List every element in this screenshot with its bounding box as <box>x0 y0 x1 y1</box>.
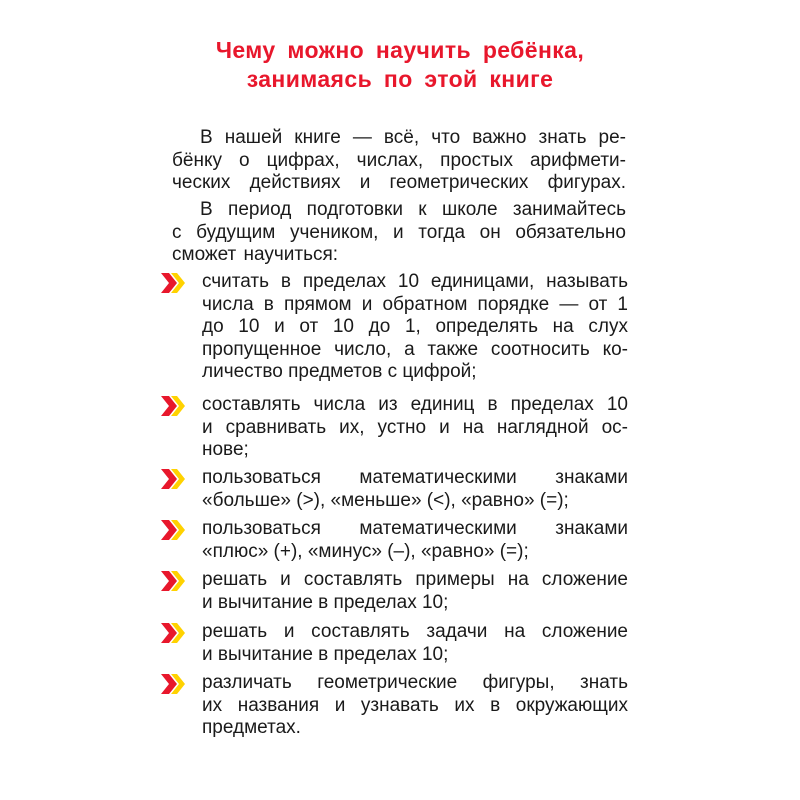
skill-line: различать геометрические фигуры, знать <box>202 672 628 693</box>
skill-line: решать и составлять примеры на сложение <box>202 569 628 590</box>
double-chevron-right-icon <box>160 396 188 416</box>
intro-p1-line: бёнку о цифрах, числах, простых арифмети- <box>172 149 626 171</box>
skill-line: и вычитание в пределах 10; <box>202 643 449 665</box>
skill-line: до 10 и от 10 до 1, определять на слух <box>202 316 628 337</box>
skill-line: пропущенное число, а также соотносить ко- <box>202 338 628 360</box>
intro-p2-line: В период подготовки к школе занимайтесь <box>200 199 626 220</box>
skill-line: составлять числа из единиц в пределах 10 <box>202 394 628 415</box>
double-chevron-right-icon <box>160 469 188 489</box>
skill-line: нове; <box>202 439 249 460</box>
intro-p1-line: ческих действиях и геометрических фигурах. <box>172 172 626 193</box>
skill-line: личество предметов с цифрой; <box>202 361 477 382</box>
intro-p2-line: сможет научиться: <box>172 244 339 265</box>
skill-line: «больше» (>), «меньше» (<), «равно» (=); <box>202 489 569 511</box>
double-chevron-right-icon <box>160 623 188 643</box>
skill-line: и сравнивать их, устно и на наглядной ос- <box>202 416 628 438</box>
double-chevron-right-icon <box>160 674 188 694</box>
skill-line: «плюс» (+), «минус» (–), «равно» (=); <box>202 540 529 562</box>
double-chevron-right-icon <box>160 520 188 540</box>
intro-p1-line: В нашей книге — всё, что важно знать ре- <box>200 127 626 148</box>
skill-line: пользоваться математическими знаками <box>202 518 628 539</box>
intro-paragraph-2 <box>172 199 626 267</box>
skill-line: пользоваться математическими знаками <box>202 467 628 488</box>
skill-line: их названия и узнавать их в окружающих <box>202 694 628 716</box>
double-chevron-right-icon <box>160 571 188 591</box>
skill-line: числа в прямом и обратном порядке — от 1 <box>202 293 628 315</box>
intro-paragraph-1 <box>172 127 626 195</box>
skill-line: предметах. <box>202 717 301 738</box>
skill-line: и вычитание в пределах 10; <box>202 591 449 613</box>
double-chevron-right-icon <box>160 273 188 293</box>
skill-line: считать в пределах 10 единицами, называть <box>202 271 628 292</box>
page-title <box>120 36 680 94</box>
intro-p2-line: с будущим учеником, и тогда он обязательно <box>172 221 626 243</box>
title-line-1: Чему можно научить ребёнка, <box>215 37 585 63</box>
skill-line: решать и составлять задачи на сложение <box>202 621 628 642</box>
title-line-2: занимаясь по этой книге <box>246 66 554 92</box>
